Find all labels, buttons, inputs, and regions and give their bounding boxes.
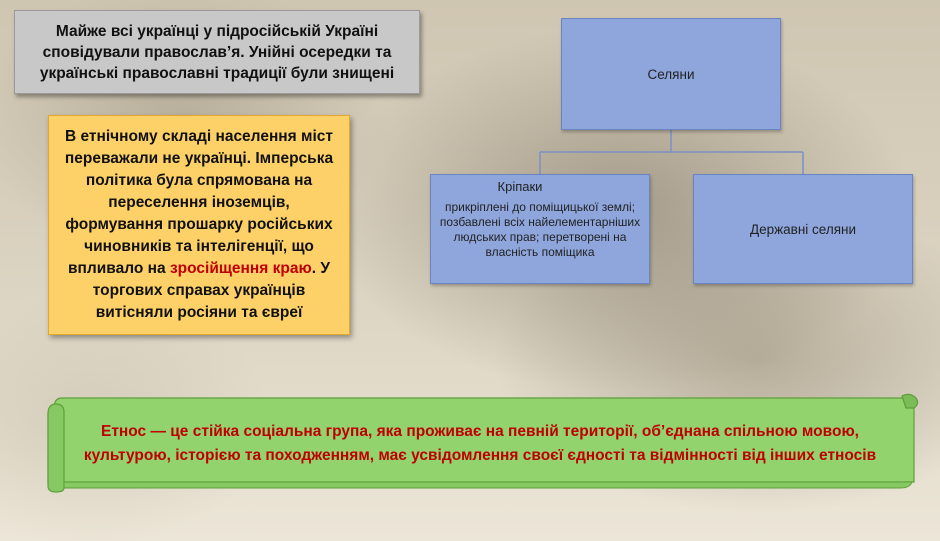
- node-serfs-label: Кріпаки: [497, 179, 543, 194]
- religion-note-text: Майже всі українці у підросійській Україні сповідували православ’я. Унійні осередки та українські православні традиції були знищені: [39, 22, 395, 82]
- node-peasants: [561, 18, 781, 130]
- urban-note-text-before: В етнічному складі населення міст переважали не українці. Імперська політика була спрямована на переселення іноземців, формування прошарку російських чиновників та інтелігенції, що впливало на: [64, 128, 334, 277]
- russification-highlight: зросійщення краю: [169, 260, 312, 277]
- node-peasants-label: Селяни: [647, 66, 695, 82]
- node-serfs: [430, 174, 650, 284]
- node-state-peasants-label: Державні селяни: [749, 221, 857, 237]
- ethnos-definition: Етнос — це стійка соціальна група, яка проживає на певній території, об’єднана спільною мовою, культурою, історією та походженням, має усвідомлення своєї єдності та відмінності від інших етносів: [83, 423, 877, 464]
- node-state-peasants: [693, 174, 913, 284]
- node-serfs-description: прикріплені до поміщицької землі; позбавлені всіх найелементарніших людських прав; перетворені на власність поміщика: [439, 200, 641, 259]
- definition-scroll: [40, 392, 920, 494]
- urban-note-text-after: . У торгових справах українців витісняли росіяни та євреї: [92, 260, 330, 321]
